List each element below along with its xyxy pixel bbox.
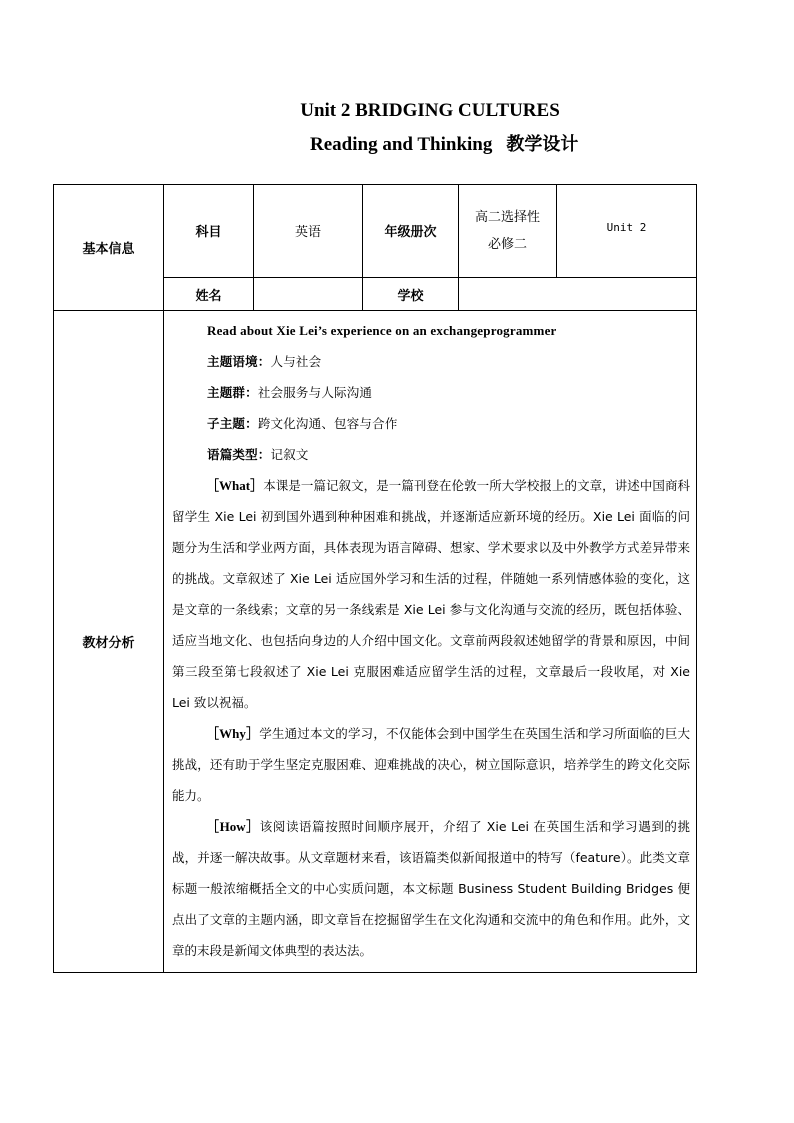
theme-context: 主题语境：人与社会 — [207, 354, 322, 369]
why-paragraph: ［Why］学生通过本文的学习，不仅能体会到中国学生在英国生活和学习所面临的巨大挑战，还有助于学生坚定克服困难、迎难挑战的决心，树立国际意识，培养学生的跨文化交际能力。 — [172, 726, 690, 803]
basic-info-label: 基本信息 — [54, 185, 164, 311]
doc-title-line1: Unit 2 BRIDGING CULTURES — [300, 100, 560, 121]
grade-label: 年级册次 — [363, 185, 459, 278]
name-value[interactable] — [254, 278, 363, 311]
subject-label: 科目 — [164, 185, 254, 278]
analysis-content — [164, 311, 697, 973]
grade-value — [459, 185, 557, 278]
text-type: 语篇类型：记叙文 — [207, 447, 309, 462]
doc-title-en: Reading and Thinking — [310, 134, 493, 155]
sub-theme: 子主题：跨文化沟通、包容与合作 — [207, 416, 398, 431]
school-label: 学校 — [363, 278, 459, 311]
analysis-heading: Read about Xie Lei’s experience on an exchangeprogrammer — [207, 323, 557, 338]
doc-title-cn: 教学设计 — [506, 134, 579, 155]
unit-value: Unit 2 — [557, 185, 697, 278]
name-label: 姓名 — [164, 278, 254, 311]
theme-group: 主题群：社会服务与人际沟通 — [207, 385, 373, 400]
grade-value-line1: 高二选择性 — [474, 210, 540, 225]
grade-value-line2: 必修二 — [487, 237, 527, 252]
subject-value: 英语 — [254, 185, 363, 278]
how-paragraph: ［How］该阅读语篇按照时间顺序展开，介绍了 Xie Lei 在英国生活和学习遇到的挑战，并逐一解决故事。从文章题材来看，该语篇类似新闻报道中的特写（feature）。此类文章标题一般浓缩概括全文的中心实质问题，本文标题 Business Student Building Bridges 便点出了文章的主题内涵，即文章旨在挖掘留学生在文化沟通和交流中的角色和作用。此外，文章的末段是新闻文体典型的表达法。 — [172, 819, 690, 958]
school-value[interactable] — [459, 278, 697, 311]
doc-title-line2 — [310, 130, 578, 156]
what-paragraph: ［What］本课是一篇记叙文，是一篇刊登在伦敦一所大学校报上的文章，讲述中国商科留学生 Xie Lei 初到国外遇到种种困难和挑战，并逐渐适应新环境的经历。Xie Lei 面临的问题分为生活和学业两方面，具体表现为语言障碍、想家、学术要求以及中外教学方式差异带来的挑战。文章叙述了 Xie Lei 适应国外学习和生活的过程，伴随她一系列情感体验的变化，这是文章的一条线索；文章的另一条线索是 Xie Lei 参与文化沟通与交流的经历，既包括体验、适应当地文化、也包括向身边的人介绍中国文化。文章前两段叙述她留学的背景和原因，中间第三段至第七段叙述了 Xie Lei 克服困难适应留学生活的过程，文章最后一段收尾，对 Xie Lei 致以祝福。 — [172, 478, 690, 710]
lesson-plan-table — [53, 184, 697, 973]
analysis-label: 教材分析 — [54, 311, 164, 973]
